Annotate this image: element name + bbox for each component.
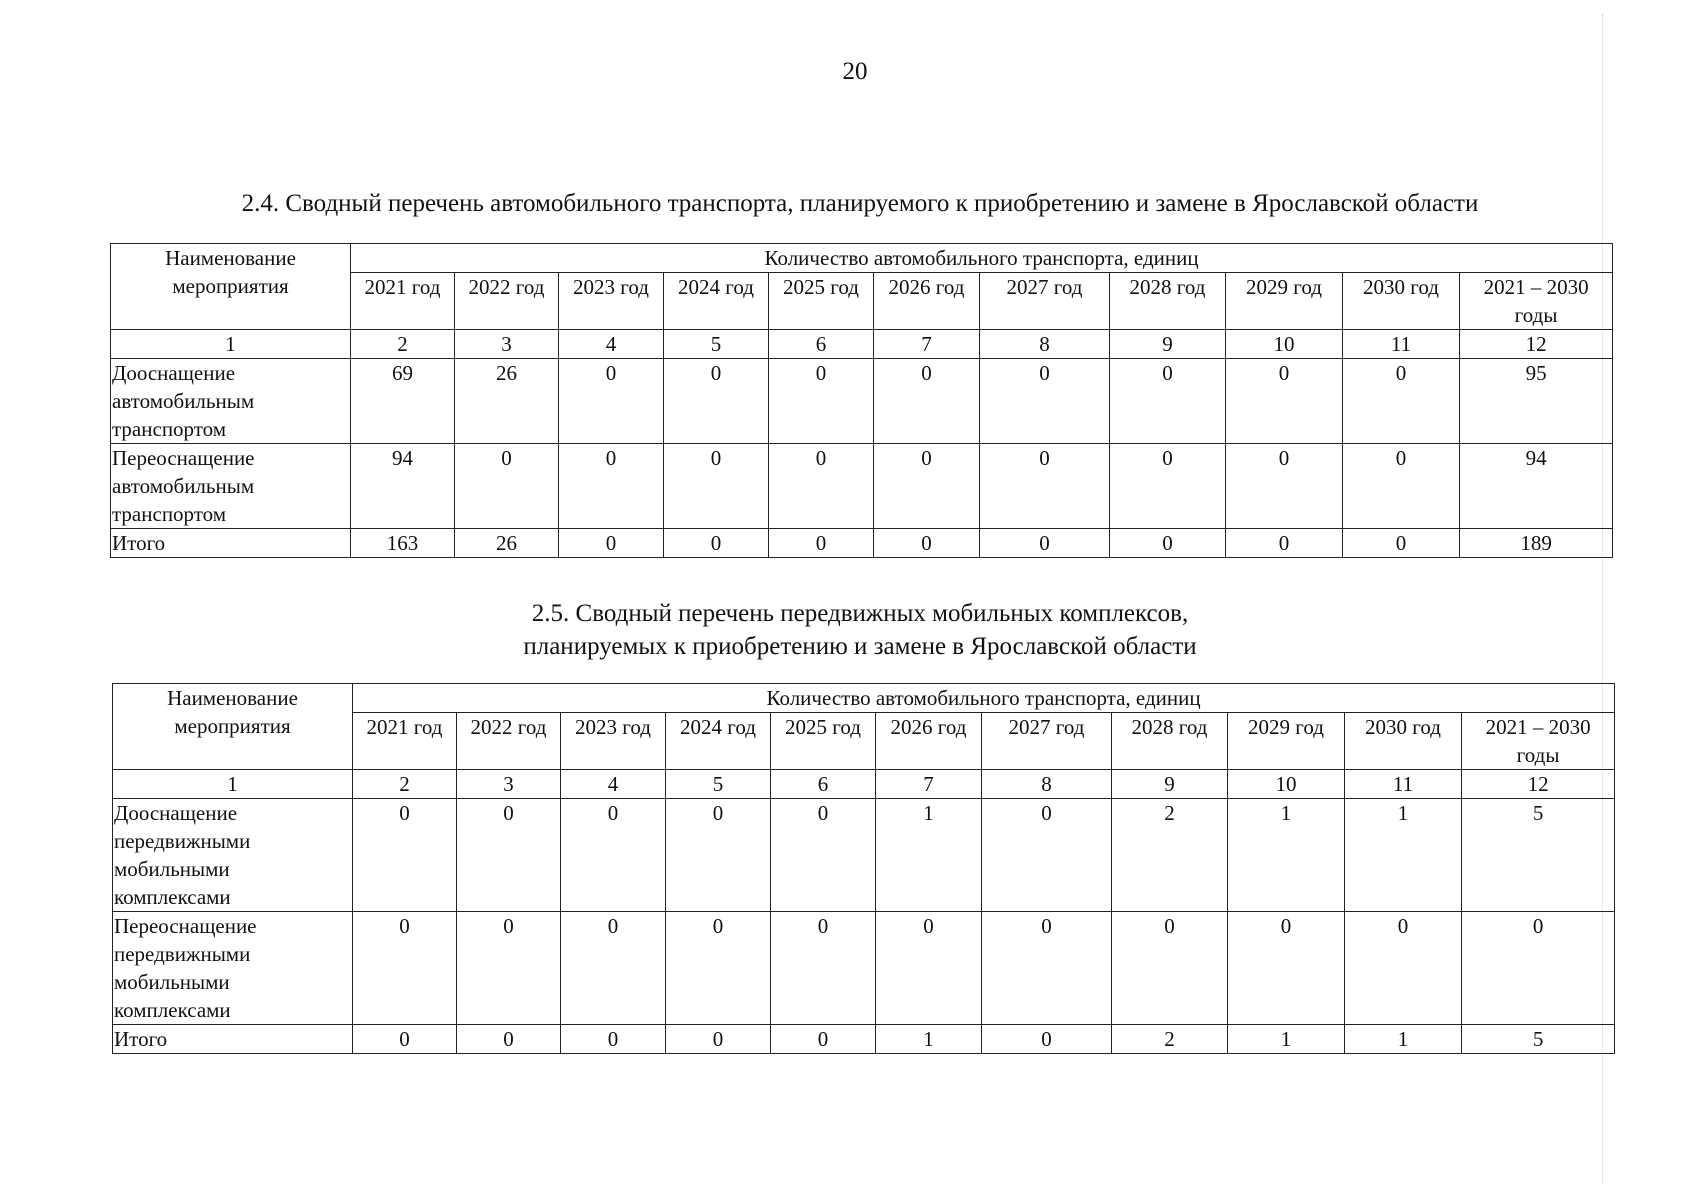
table-cell: 0 [455, 444, 559, 529]
table-cell: 0 [771, 1025, 876, 1054]
column-number: 5 [664, 330, 769, 359]
table-cell: 0 [561, 799, 666, 912]
column-number: 5 [666, 770, 771, 799]
table-cell: 2 [1112, 1025, 1228, 1054]
table-row [111, 359, 1613, 444]
year-header: 2026 год [874, 273, 980, 330]
table-cell: 189 [1460, 529, 1613, 558]
table-cell: 1 [1228, 799, 1345, 912]
year-header: 2024 год [664, 273, 769, 330]
column-number: 9 [1112, 770, 1228, 799]
year-header: 2028 год [1112, 713, 1228, 770]
table-cell: 0 [980, 359, 1110, 444]
table-cell: 0 [982, 799, 1112, 912]
column-number: 2 [351, 330, 455, 359]
table-2-5 [112, 683, 1615, 1054]
year-header: 2027 год [980, 273, 1110, 330]
table-cell: 0 [1462, 912, 1615, 1025]
row-name: Переоснащение автомобильным транспортом [111, 444, 351, 529]
header-row-group [111, 244, 1613, 273]
table-cell: 0 [666, 799, 771, 912]
group-header: Количество автомобильного транспорта, единиц [353, 684, 1615, 713]
table-cell: 0 [561, 1025, 666, 1054]
column-number: 1 [113, 770, 353, 799]
column-number: 2 [353, 770, 457, 799]
table-cell: 0 [1343, 529, 1460, 558]
table-cell: 1 [1228, 1025, 1345, 1054]
year-header: 2022 год [455, 273, 559, 330]
table-row [113, 912, 1615, 1025]
table-cell: 0 [982, 912, 1112, 1025]
table-cell: 26 [455, 359, 559, 444]
table-cell: 0 [664, 444, 769, 529]
section-title-line: планируемых к приобретению и замене в Ярославской области [523, 633, 1197, 660]
group-header: Количество автомобильного транспорта, единиц [351, 244, 1613, 273]
table-cell: 0 [769, 359, 874, 444]
year-header: 2027 год [982, 713, 1112, 770]
column-number: 8 [980, 330, 1110, 359]
table-cell: 0 [1345, 912, 1462, 1025]
year-header: 2029 год [1226, 273, 1343, 330]
table-cell: 0 [559, 359, 664, 444]
table-cell: 0 [1112, 912, 1228, 1025]
column-number: 12 [1462, 770, 1615, 799]
column-number: 3 [457, 770, 561, 799]
table-cell: 95 [1460, 359, 1613, 444]
total-row [113, 1025, 1615, 1054]
table-cell: 0 [874, 359, 980, 444]
year-header: 2023 год [559, 273, 664, 330]
table-cell: 5 [1462, 799, 1615, 912]
table-cell: 0 [666, 912, 771, 1025]
year-header: 2030 год [1343, 273, 1460, 330]
table-cell: 0 [457, 912, 561, 1025]
table-cell: 5 [1462, 1025, 1615, 1054]
column-number: 11 [1345, 770, 1462, 799]
table-cell: 0 [769, 444, 874, 529]
column-number: 3 [455, 330, 559, 359]
column-number: 7 [874, 330, 980, 359]
year-header: 2021 – 2030 годы [1462, 713, 1615, 770]
table-cell: 0 [1226, 529, 1343, 558]
table-cell: 0 [1110, 529, 1226, 558]
column-number: 4 [561, 770, 666, 799]
table-cell: 0 [559, 444, 664, 529]
column-number: 6 [769, 330, 874, 359]
table-cell: 1 [876, 799, 982, 912]
col-name-header: Наименование мероприятия [111, 244, 351, 330]
year-header: 2023 год [561, 713, 666, 770]
year-header: 2025 год [771, 713, 876, 770]
year-header: 2030 год [1345, 713, 1462, 770]
table-cell: 0 [1110, 444, 1226, 529]
row-name: Итого [111, 529, 351, 558]
table-cell: 0 [457, 799, 561, 912]
row-name: Итого [113, 1025, 353, 1054]
year-header: 2022 год [457, 713, 561, 770]
row-name: Дооснащение автомобильным транспортом [111, 359, 351, 444]
table-cell: 0 [666, 1025, 771, 1054]
column-number: 1 [111, 330, 351, 359]
table-cell: 0 [1343, 444, 1460, 529]
year-header: 2026 год [876, 713, 982, 770]
section-title-2-4: 2.4. Сводный перечень автомобильного транспорта, планируемого к приобретению и замене в Ярославской области [241, 190, 1479, 217]
column-number: 7 [876, 770, 982, 799]
page-number: 20 [842, 58, 868, 85]
table-cell: 0 [353, 1025, 457, 1054]
table-cell: 0 [353, 912, 457, 1025]
table-cell: 1 [1345, 799, 1462, 912]
table-cell: 0 [353, 799, 457, 912]
table-cell: 69 [351, 359, 455, 444]
table-cell: 94 [351, 444, 455, 529]
table-cell: 0 [982, 1025, 1112, 1054]
column-number: 9 [1110, 330, 1226, 359]
column-number: 6 [771, 770, 876, 799]
table-cell: 0 [664, 529, 769, 558]
table-cell: 0 [980, 444, 1110, 529]
table-cell: 0 [457, 1025, 561, 1054]
table-cell: 26 [455, 529, 559, 558]
column-number: 8 [982, 770, 1112, 799]
year-header: 2029 год [1228, 713, 1345, 770]
row-name: Дооснащение передвижными мобильными комплексами [113, 799, 353, 912]
table-cell: 0 [771, 912, 876, 1025]
table-cell: 0 [559, 529, 664, 558]
table-cell: 0 [771, 799, 876, 912]
table-cell: 0 [1228, 912, 1345, 1025]
col-name-header: Наименование мероприятия [113, 684, 353, 770]
section-title-line: 2.5. Сводный перечень передвижных мобильных комплексов, [531, 600, 1189, 627]
table-cell: 0 [1110, 359, 1226, 444]
column-number: 11 [1343, 330, 1460, 359]
row-name: Переоснащение передвижными мобильными комплексами [113, 912, 353, 1025]
table-cell: 0 [874, 444, 980, 529]
column-number-row [111, 330, 1613, 359]
year-header: 2021 год [353, 713, 457, 770]
table-row [111, 444, 1613, 529]
table-cell: 94 [1460, 444, 1613, 529]
section-title-2-5 [0, 597, 1697, 663]
table-cell: 0 [769, 529, 874, 558]
table-cell: 0 [1343, 359, 1460, 444]
table-row [113, 799, 1615, 912]
table-cell: 0 [1226, 444, 1343, 529]
table-cell: 0 [980, 529, 1110, 558]
table-cell: 0 [874, 529, 980, 558]
total-row [111, 529, 1613, 558]
header-row-group [113, 684, 1615, 713]
table-cell: 1 [876, 1025, 982, 1054]
table-cell: 0 [561, 912, 666, 1025]
table-2-4 [110, 243, 1613, 558]
column-number: 4 [559, 330, 664, 359]
year-header: 2028 год [1110, 273, 1226, 330]
table-cell: 163 [351, 529, 455, 558]
column-number: 10 [1226, 330, 1343, 359]
year-header: 2024 год [666, 713, 771, 770]
column-number: 10 [1228, 770, 1345, 799]
table-cell: 1 [1345, 1025, 1462, 1054]
year-header: 2021 год [351, 273, 455, 330]
year-header: 2025 год [769, 273, 874, 330]
table-cell: 0 [876, 912, 982, 1025]
table-cell: 0 [1226, 359, 1343, 444]
table-cell: 2 [1112, 799, 1228, 912]
column-number-row [113, 770, 1615, 799]
year-header: 2021 – 2030 годы [1460, 273, 1613, 330]
column-number: 12 [1460, 330, 1613, 359]
table-cell: 0 [664, 359, 769, 444]
